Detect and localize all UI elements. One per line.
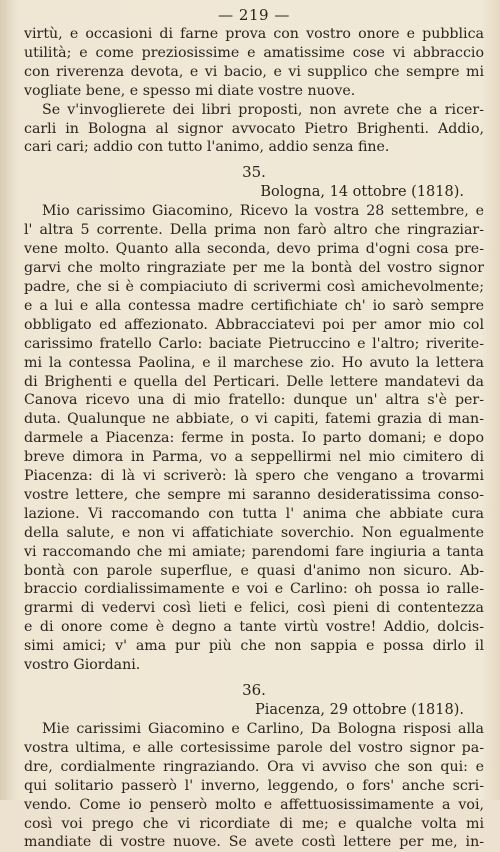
letter-36 [24,679,484,852]
letter-dateline: Bologna, 14 ottobre (1818). [260,184,464,201]
text-line: vogliate bene, e spesso mi diate vostre nuove. [24,82,356,99]
text-line: mandiate di vostre nuove. Se avete costì lettere per me, in- [24,834,484,851]
text-line: della salute, e non vi affatichiate soverchio. Non egualmente [24,524,484,541]
text-line: grarmi di vedervi così lieti e felici, così pieni di contentezza [24,600,484,617]
text-line: bontà con parole superflue, e quasi d'animo non sicuro. Ab- [24,562,484,579]
intro-text [24,25,484,157]
text-line: Mio carissimo Giacomino, Ricevo la vostra 28 settembre, e [42,203,484,220]
text-line: obbligato ed affezionato. Abbracciatevi poi per amor mio col [24,316,484,333]
letter-dateline: Piacenza, 29 ottobre (1818). [255,702,464,718]
text-line: garvi che molto ringraziate per me la bontà del vostro signor [24,260,484,277]
text-line: breve dimora in Parma, vo a seppellirmi nel mio cimitero di [24,449,484,466]
text-line: vi raccomando che mi amiate; parendomi fare ingiuria a tanta [24,543,484,560]
text-line: utilità; e come preziosissime e amatissime cose vi abbraccio [24,44,484,61]
text-line: vostre lettere, che sempre mi saranno desideratissima conso- [24,486,484,503]
text-line: così voi prego che vi ricordiate di me; e qualche volta mi [24,815,484,832]
page-number: — 219 — [218,6,290,24]
letter-number: 36. [242,681,266,699]
text-line: virtù, e occasioni di farne prova con vostro onore e pubblica [24,26,484,42]
text-line: Mie carissimi Giacomino e Carlino, Da Bologna risposi alla [42,721,484,737]
text-line: qui solitario passerò l' inverno, leggendo, o fors' anche scri- [24,777,484,794]
text-line: vostro Giordani. [24,657,141,674]
text-line: con riverenza devota, e vi bacio, e vi supplico che sempre mi [24,63,484,80]
text-line: di Brighenti e quella del Perticari. Delle lettere mandatevi da [24,373,484,390]
letter-35 [24,161,484,675]
text-line: carli in Bologna al signor avvocato Pietro Brighenti. Addio, [24,120,484,137]
text-line: lazione. Vi raccomando con tutta l' anima che abbiate cura [24,505,484,522]
text-line: vostra ultima, e alle cortesissime parole del vostro signor pa- [24,739,484,756]
text-line: e di onore come è degno a tante virtù vostre! Addio, dolcis- [24,619,484,636]
letter-number: 35. [242,163,266,182]
text-line: cari cari; addio con tutto l'animo, addio senza fine. [24,139,390,156]
text-line: e a lui e alla contessa madre certifichiate ch' io sarò sempre [24,297,484,314]
text-line: carissimo fratello Carlo: baciate Pietruccino e l'altro; riverite- [24,335,484,352]
text-line: dre, cordialmente ringraziando. Ora vi avviso che son qui: e [24,758,484,775]
text-line: padre, che si è compiaciuto di scrivermi così amichevolmente; [24,278,484,295]
text-line: vene molto. Quanto alla seconda, devo prima d'ogni cosa pre- [24,241,484,258]
text-line: mi la contessa Paolina, e il marchese zio. Ho avuto la lettera [24,354,484,371]
text-line: Se v'invoglierete dei libri proposti, non avrete che a ricer- [42,101,484,118]
text-line: simi amici; v' ama pur più che non sappia e possa dirlo il [24,638,484,655]
text-line: darmele a Piacenza: ferme in posta. Io parto domani; e dopo [24,430,484,447]
text-line: Canova ricevo una di mio fratello: dunque un' altra s'è per- [24,392,484,409]
text-line: braccio cordialissimamente e voi e Carlino: oh possa io ralle- [24,581,484,598]
text-line: l' altra 5 corrente. Della prima non farò altro che ringraziar- [24,222,484,239]
text-line: vendo. Come io penserò molto e affettuosissimamente a voi, [24,796,484,813]
text-line: duta. Qualunque ne abbiate, o vi capiti, fatemi grazia di man- [24,411,484,428]
text-line: Piacenza: di là vi scriverò: là spero che vengano a trovarmi [24,468,484,485]
